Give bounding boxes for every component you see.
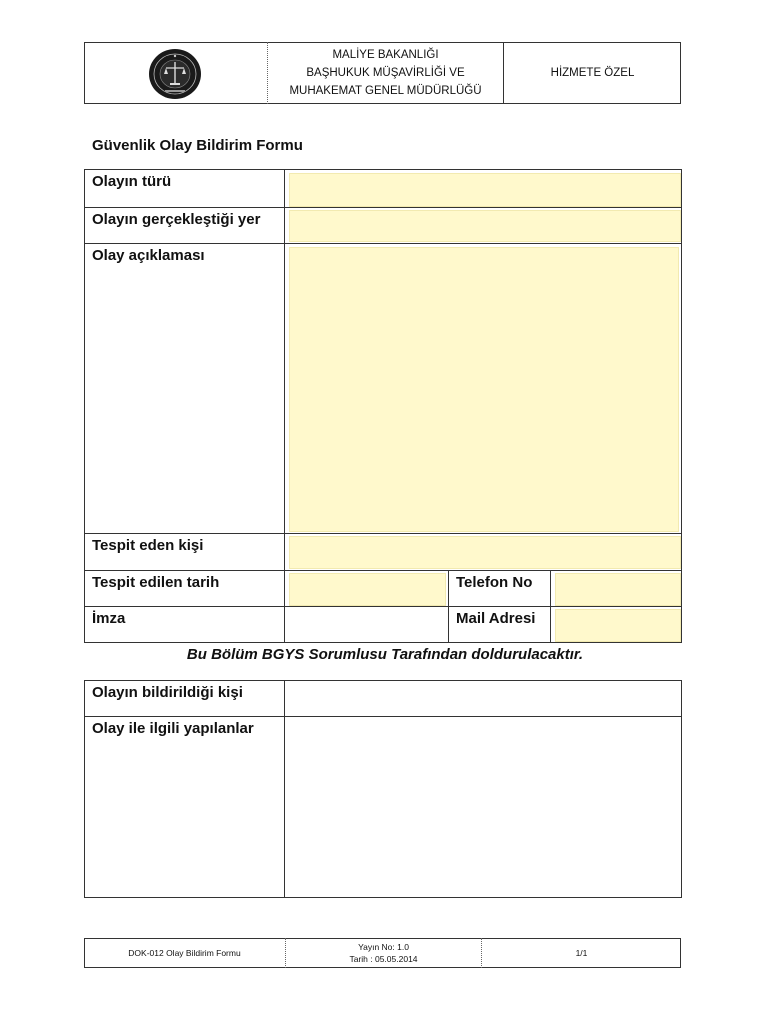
footer-date: Tarih : 05.05.2014 [349, 954, 418, 964]
phone-label: Telefon No [456, 574, 533, 591]
event-description-label: Olay açıklaması [92, 247, 205, 264]
email-label: Mail Adresi [456, 610, 536, 627]
event-type-label: Olayın türü [92, 173, 172, 190]
reported-person-field[interactable] [285, 681, 681, 716]
section-note: Bu Bölüm BGYS Sorumlusu Tarafından doldurulacaktır. [186, 646, 584, 663]
row-divider [84, 533, 682, 534]
detected-date-label: Tespit edilen tarih [92, 574, 220, 591]
form-title: Güvenlik Olay Bildirim Formu [92, 137, 303, 154]
detected-by-label: Tespit eden kişi [92, 537, 204, 554]
org-line-2: BAŞHUKUK MÜŞAVİRLİĞİ VE [306, 67, 465, 79]
event-type-field[interactable] [289, 173, 681, 207]
org-line-3: MUHAKEMAT GENEL MÜDÜRLÜĞÜ [289, 85, 482, 97]
organization-name [268, 42, 503, 104]
row-divider [84, 570, 682, 571]
reported-person-label: Olayın bildirildiği kişi [92, 684, 243, 701]
signature-label: İmza [92, 610, 126, 627]
actions-taken-field[interactable] [285, 717, 681, 897]
event-description-field[interactable] [289, 247, 679, 532]
row-divider [84, 243, 682, 244]
email-field[interactable] [555, 609, 681, 642]
event-location-label: Olayın gerçekleştiği yer [92, 211, 261, 228]
classification-label: HİZMETE ÖZEL [550, 67, 635, 79]
row-divider [84, 606, 682, 607]
ministry-seal-logo [148, 48, 202, 100]
footer-version: Yayın No: 1.0 [358, 942, 409, 952]
column-divider [448, 570, 449, 643]
detected-by-field[interactable] [289, 536, 681, 569]
footer-doc-name: DOK-012 Olay Bildirim Formu [128, 948, 241, 958]
row-divider [84, 207, 682, 208]
detected-date-field[interactable] [289, 573, 446, 606]
footer-version-block [286, 938, 481, 968]
column-divider [284, 169, 285, 643]
column-divider [550, 570, 551, 643]
actions-taken-label: Olay ile ilgili yapılanlar [92, 720, 254, 737]
footer-page-number: 1/1 [575, 948, 588, 958]
phone-field[interactable] [555, 573, 681, 606]
event-location-field[interactable] [289, 210, 681, 242]
org-line-1: MALİYE BAKANLIĞI [332, 49, 439, 61]
